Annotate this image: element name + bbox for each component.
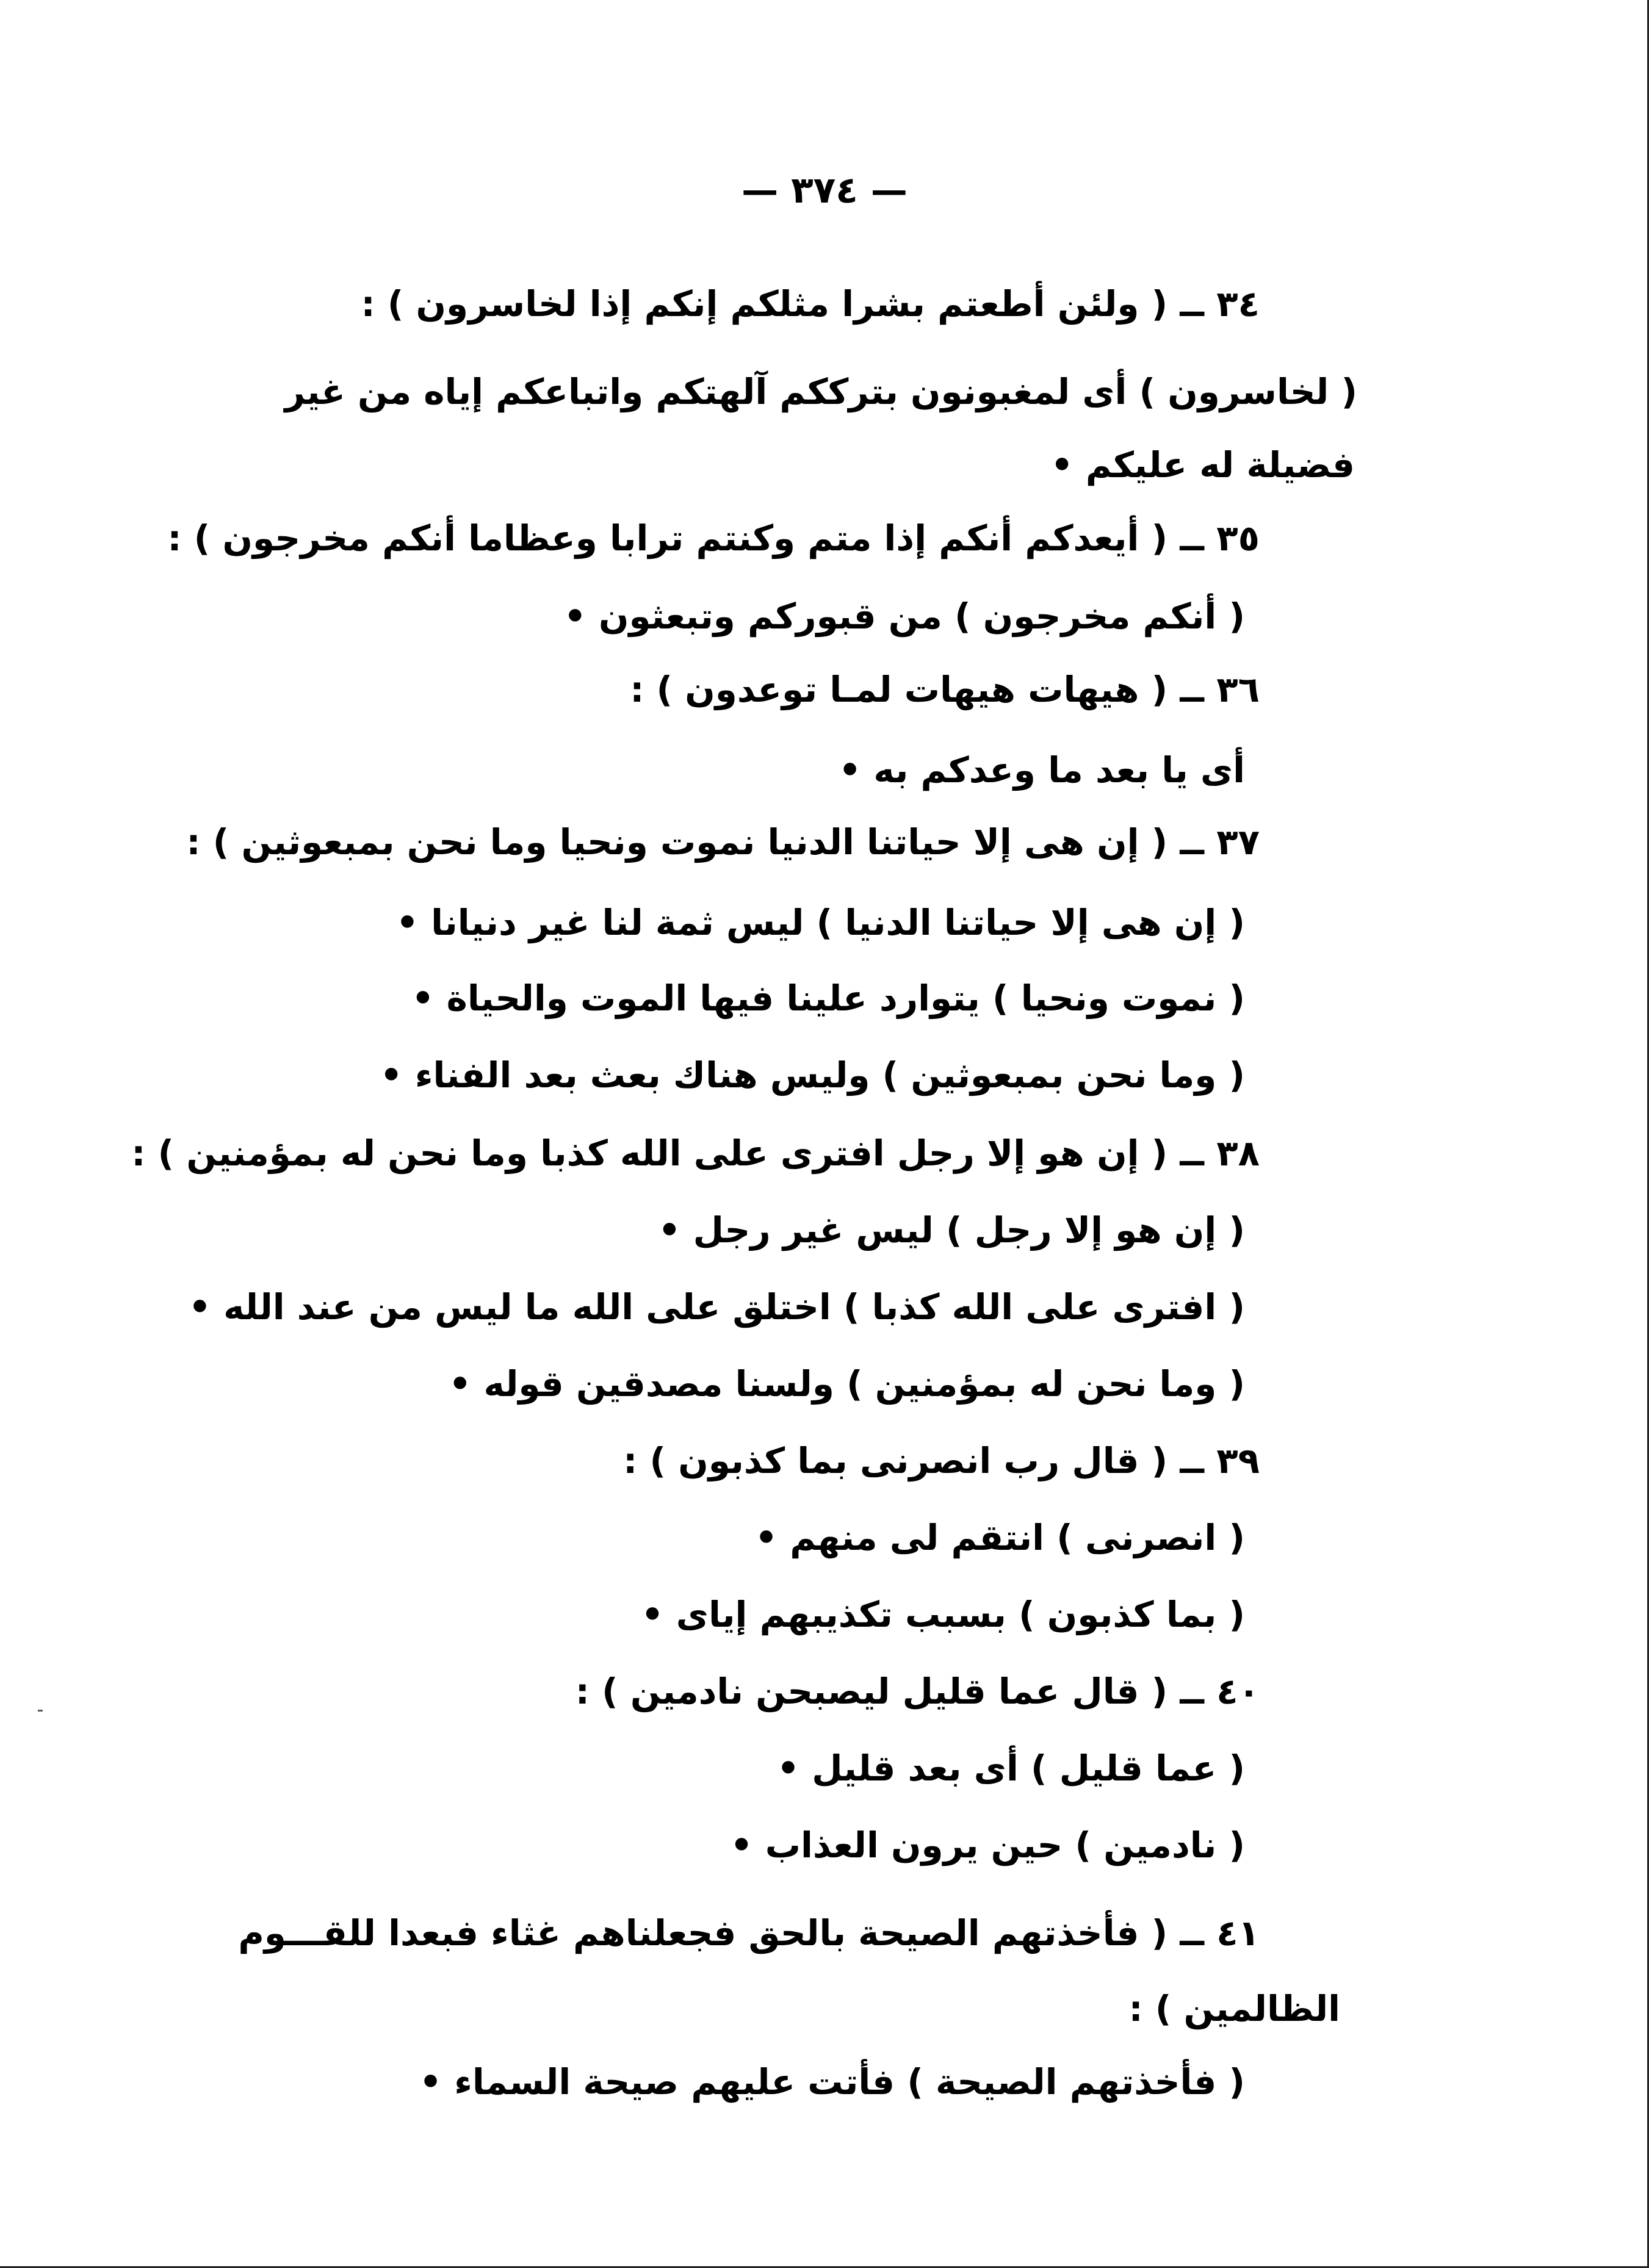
verse-38-commentary-2: ( افترى على الله كذبا ) اختلق على الله ما ليس من عند الله •	[188, 1286, 1245, 1328]
verse-37-heading: ٣٧ ــ ( إن هى إلا حياتنا الدنيا نموت ونحيا وما نحن بمبعوثين ) :	[186, 821, 1260, 863]
verse-39-heading: ٣٩ ــ ( قال رب انصرنى بما كذبون ) :	[623, 1440, 1260, 1481]
verse-39-commentary-2: ( بما كذبون ) بسبب تكذيبهم إياى •	[641, 1594, 1245, 1635]
verse-40-commentary-1: ( عما قليل ) أى بعد قليل •	[777, 1748, 1245, 1789]
verse-34-commentary-line-2: فضيلة له عليكم •	[1050, 444, 1355, 486]
verse-35-heading: ٣٥ ــ ( أيعدكم أنكم إذا متم وكنتم ترابا وعظاما أنكم مخرجون ) :	[167, 517, 1260, 559]
verse-35-commentary: ( أنكم مخرجون ) من قبوركم وتبعثون •	[563, 596, 1245, 637]
verse-37-commentary-1: ( إن هى إلا حياتنا الدنيا ) ليس ثمة لنا غير دنيانا •	[395, 902, 1245, 943]
verse-36-heading: ٣٦ ــ ( هيهات هيهات لمـا توعدون ) :	[630, 669, 1260, 710]
verse-38-commentary-1: ( إن هو إلا رجل ) ليس غير رجل •	[658, 1209, 1245, 1251]
verse-40-heading: ٤٠ ــ ( قال عما قليل ليصبحن نادمين ) :	[575, 1671, 1260, 1712]
verse-39-commentary-1: ( انصرنى ) انتقم لى منهم •	[755, 1517, 1245, 1558]
verse-37-commentary-2: ( نموت ونحيا ) يتوارد علينا فيها الموت والحياة •	[411, 977, 1245, 1019]
verse-37-commentary-3: ( وما نحن بمبعوثين ) وليس هناك بعث بعد الفناء •	[380, 1054, 1245, 1096]
scan-artifact-mark	[38, 1710, 43, 1712]
verse-41-heading-line-1: ٤١ ــ ( فأخذتهم الصيحة بالحق فجعلناهم غثاء فبعدا للقـــوم	[238, 1912, 1260, 1954]
verse-38-heading: ٣٨ ــ ( إن هو إلا رجل افترى على الله كذبا وما نحن له بمؤمنين ) :	[131, 1132, 1260, 1174]
verse-36-commentary: أى يا بعد ما وعدكم به •	[839, 749, 1245, 791]
verse-40-commentary-2: ( نادمين ) حين يرون العذاب •	[730, 1824, 1245, 1866]
page-number: — ٣٧٤ —	[742, 169, 907, 212]
verse-38-commentary-3: ( وما نحن له بمؤمنين ) ولسنا مصدقين قوله •	[449, 1363, 1245, 1405]
verse-34-commentary-line-1: ( لخاسرون ) أى لمغبونون بترككم آلهتكم واتباعكم إياه من غير	[284, 371, 1357, 412]
verse-41-heading-line-2: الظالمين ) :	[1128, 1988, 1340, 2029]
verse-41-commentary: ( فأخذتهم الصيحة ) فأتت عليهم صيحة السماء •	[419, 2061, 1245, 2103]
verse-34-heading: ٣٤ ــ ( ولئن أطعتم بشرا مثلكم إنكم إذا لخاسرون ) :	[361, 283, 1260, 325]
